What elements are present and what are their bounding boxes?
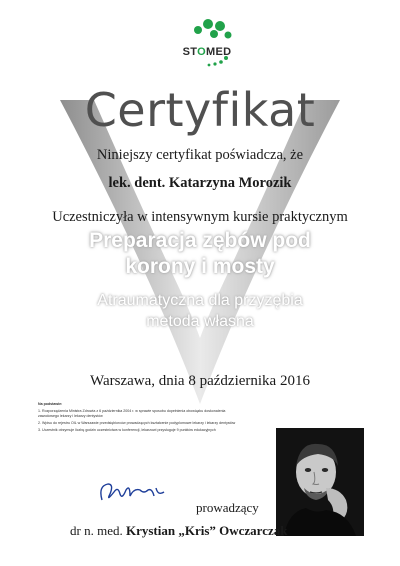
legal-basis-item: 2. Wpisu do rejestru OIL w Warszawie przedsiębiorców prowadzących kształcenie podyplomowe lekarzy i lekarzy dentystów [38,421,236,425]
instructor-line [70,523,287,539]
course-title-line-2: korony i mosty [125,255,275,278]
instructor-title: dr n. med. [70,523,123,538]
course-subtitle-line-1: Atraumatyczna dla przyzębia [97,292,303,309]
legal-basis-item: 1. Rozporządzenia Ministra Zdrowia z 6 października 2004 r. w sprawie sposobu dopełnienia obowiązku doskonalenia zawodowego lekarzy i lekarzy dentystów [38,409,226,418]
instructor-photo [276,428,364,536]
logo-wordmark: STOMED [182,46,232,58]
signature [94,478,174,506]
legal-basis [38,402,238,435]
course-subtitle-line-2: metoda własna [146,313,254,330]
certificate-title: Certyfikat [84,83,316,137]
certifies-text: Niniejszy certyfikat poświadcza, że [96,147,304,163]
instructor-name: Krystian „Kris” Owczarczak [125,523,288,538]
recipient-name: lek. dent. Katarzyna Morozik [108,175,292,191]
place-and-date: Warszawa, dnia 8 października 2016 [90,373,310,389]
legal-basis-item: 3. Uczestnik otrzymuje liczbę godzin uczestnictwa w konferencji, lekarzowi przysługuje 9 punktów edukacyjnych [38,428,216,432]
legal-basis-title: Na podstawie: [38,402,63,406]
course-title-line-1: Preparacja zębów pod [89,229,311,252]
instructor-role-label: prowadzący [196,500,259,515]
stomed-logo [166,18,250,74]
course-subtitle [40,290,360,332]
participation-text: Uczestniczyła w intensywnym kursie praktycznym [52,209,348,225]
course-title [40,228,360,280]
